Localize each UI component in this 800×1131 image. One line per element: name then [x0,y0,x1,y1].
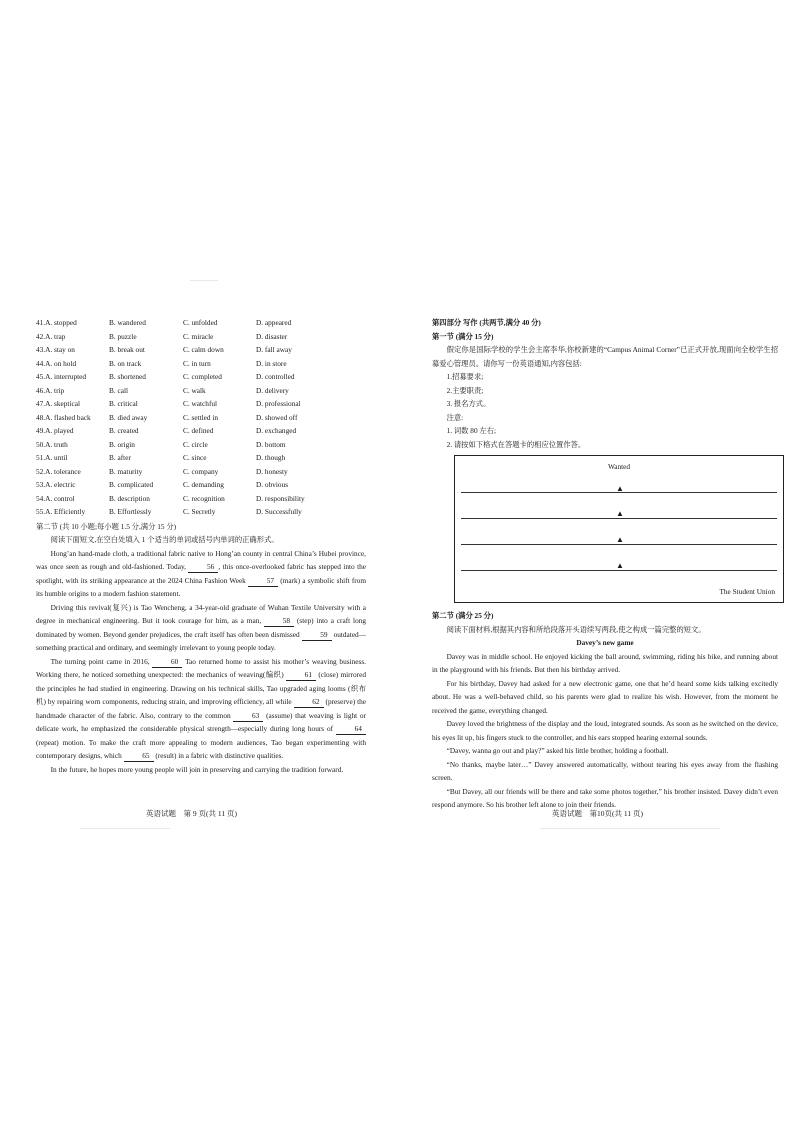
option-c: C. settled in [183,412,219,422]
writing-line [461,544,777,545]
option-row [36,478,366,492]
option-d: D. Successfully [256,507,302,516]
option-b: B. died away [109,412,148,422]
option-d: D. responsibility [256,493,305,503]
option-c: C. completed [183,372,222,381]
writing-line [461,492,777,493]
left-page [36,316,366,776]
option-row [36,357,366,371]
box-signature: The Student Union [719,586,775,596]
option-c: C. calm down [183,345,224,354]
options-table [36,316,366,519]
option-b: B. critical [109,399,138,408]
option-n: 42.A. trap [36,331,66,341]
note-label: 注意: [446,412,464,422]
scan-mark [190,280,218,281]
option-row [36,370,366,384]
story-paragraph-6: “But Davey, all our friends will be there and take some photos together,” his brother insisted. Davey didn’t even respond anymore. So his brother left alone to join their friends. [432,786,778,809]
option-n: 55.A. Efficiently [36,507,86,516]
text: Driving this revival(复兴) is Tao Wencheng, a 34-year-old graduate of Wuhan Textile University with a degree in mechanical engineering. But it took courage for him, as a man, [36,602,366,625]
option-b: B. wandered [109,318,146,327]
text: (assume) that weaving is light or delicate work, he emphasized the considerable physical strength—especially during long hours of [36,710,366,733]
page-footer-right: 英语试题 第10页(共 11 页) [552,809,643,818]
option-d: D. fall away [256,345,292,354]
option-c: C. miracle [183,331,214,341]
triangle-icon: ▲ [616,509,624,518]
option-n: 50.A. truth [36,439,68,449]
blank-62: 62 [294,697,324,708]
option-n: 45.A. interrupted [36,372,87,381]
option-row [36,316,366,330]
text: Hong’an hand-made cloth, a traditional fabric native to Hong’an county in central China’s Hubei province, was once seen as rough and old-fashioned. Today, [36,548,366,571]
blank-58: 58 [264,616,294,627]
option-b: B. after [109,453,131,462]
triangle-icon: ▲ [616,561,624,570]
option-d: D. delivery [256,385,289,395]
note-2: 2. 请按如下格式在答题卡的相应位置作答。 [446,439,586,449]
text: outdated—something practical and ordinary, and seemingly irrelevant to young people today. [36,629,367,652]
option-d: D. showed off [256,412,298,422]
option-n: 43.A. stay on [36,345,75,354]
requirement-3: 3. 报名方式。 [446,399,491,408]
option-n: 41.A. stopped [36,318,77,327]
text: (close) mirrored the principles he had studied in engineering. Drawing on his technical skills, Tao upgraded aging looms (织布机) by repairing worn components, reducing strain, and improving efficiency, all while [36,670,366,706]
right-page [432,316,778,812]
part4-title: 第四部分 写作 (共两节,满分 40 分) [432,318,541,327]
option-d: D. honesty [256,466,288,476]
passage-paragraph-2 [36,601,366,655]
option-b: B. description [109,493,150,503]
text: , this once-overlooked fabric has stepped into the spotlight, with its striking appearance at the 2024 China Fashion Week [36,562,366,585]
text: (repeat) motion. To make the craft more appealing to modern audiences, Tao began experimenting with contemporary designs, which [36,737,366,760]
blank-63: 63 [233,711,263,722]
note-1: 1. 词数 80 左右; [446,426,497,435]
option-row [36,343,366,357]
option-row [36,438,366,452]
blank-59: 59 [302,630,332,641]
option-b: B. shortened [109,372,146,381]
story-paragraph-1: Davey was in middle school. He enjoyed kicking the ball around, swimming, riding his bike, and running about in the playground with his friends. But then his birthday arrived. [432,651,778,674]
option-n: 44.A. on hold [36,358,77,368]
option-n: 52.A. tolerance [36,466,81,476]
story-paragraph-3: Davey loved the brightness of the display and the loud, integrated sounds. As soon as he switched on the device, his eyes lit up, his fingers stuck to the controller, and his ears stopped hearing external sounds. [432,719,778,742]
option-d: D. in store [256,358,287,368]
requirement-2: 2.主要职责; [446,385,484,395]
passage-paragraph-1 [36,547,366,601]
option-c: C. demanding [183,480,224,489]
box-heading: Wanted [607,462,631,471]
story-title: Davey’s new game [576,638,634,647]
writing-line [461,518,777,519]
section2-title: 第二节 (共 10 小题;每小题 1.5 分,满分 15 分) [36,521,177,531]
option-c: C. walk [183,385,206,395]
option-row [36,424,366,438]
option-d: D. obvious [256,480,289,489]
option-n: 53.A. electric [36,480,76,489]
triangle-icon: ▲ [616,484,624,493]
option-c: C. in turn [183,358,211,368]
text: The turning point came in 2016, [50,656,150,666]
answer-format-box [454,455,784,603]
option-n: 48.A. flashed back [36,412,91,422]
option-row [36,384,366,398]
option-d: D. disaster [256,331,288,341]
option-c: C. company [183,466,219,476]
section1-prompt: 假定你是国际学校的学生会主席李华,你校新建的“Campus Animal Corner”已正式开放,现面向全校学生招募爱心管理员。请你写一份英语通知,内容包括: [432,345,778,368]
text: Tao returned home to assist his mother’s weaving business. Working there, he noticed something unexpected: the mechanics of weaving(编织) [36,656,366,679]
option-b: B. origin [109,439,135,449]
page-footer-left: 英语试题 第 9 页(共 11 页) [146,809,237,818]
option-b: B. break out [109,345,145,354]
text: (preserve) the handmade character of the fabric. Also, contrary to the common [36,697,366,720]
blank-64: 64 [336,724,366,735]
blank-57: 57 [248,576,278,587]
section2-instructions: 阅读下面材料,根据其内容和所给段落开头语续写两段,使之构成一篇完整的短文。 [446,624,706,634]
option-row [36,397,366,411]
option-n: 51.A. until [36,453,68,462]
option-b: B. created [109,426,139,435]
option-d: D. professional [256,399,301,408]
scan-mark [80,828,170,829]
option-row [36,505,366,519]
option-c: C. watchful [183,399,218,408]
blank-61: 61 [286,670,316,681]
option-c: C. unfolded [183,318,218,327]
text: (step) into a craft long dominated by women. Beyond gender prejudices, the craft itself has often been dismissed [36,616,367,639]
option-row [36,330,366,344]
section2-title: 第二节 (满分 25 分) [432,611,494,620]
option-d: D. though [256,453,286,462]
option-c: C. circle [183,439,208,449]
text: (mark) a symbolic shift from its humble origins to a modern fashion statement. [36,575,367,598]
option-n: 54.A. control [36,493,75,503]
section2-instructions: 阅读下面短文,在空白处填入 1 个适当的单词或括号内单词的正确形式。 [50,535,279,544]
option-n: 49.A. played [36,426,74,435]
option-row [36,411,366,425]
option-d: D. appeared [256,318,292,327]
story-paragraph-5: “No thanks, maybe later…” Davey answered automatically, without tearing his eyes away from the flashing screen. [432,759,778,782]
option-b: B. call [109,385,129,395]
story-paragraph-4: “Davey, wanna go out and play?” asked his little brother, holding a football. [446,746,669,755]
blank-65: 65 [124,751,154,762]
option-d: D. exchanged [256,426,297,435]
option-row [36,492,366,506]
option-b: B. on track [109,358,142,368]
triangle-icon: ▲ [616,535,624,544]
option-n: 46.A. trip [36,385,65,395]
option-c: C. defined [183,426,214,435]
section1-title: 第一节 (满分 15 分) [432,331,494,341]
passage-paragraph-3 [36,655,366,763]
option-c: C. since [183,453,207,462]
option-b: B. puzzle [109,331,137,341]
requirement-1: 1.招募要求; [446,372,484,381]
blank-60: 60 [152,657,182,668]
option-c: C. recognition [183,493,225,503]
text: (result) in a fabric with distinctive qualities. [155,751,284,760]
option-b: B. maturity [109,466,143,476]
option-d: D. controlled [256,372,295,381]
writing-line [461,570,777,571]
blank-56: 56 [188,562,218,573]
option-b: B. Effortlessly [109,507,152,516]
option-d: D. bottom [256,439,286,449]
option-b: B. complicated [109,480,154,489]
option-row [36,465,366,479]
option-row [36,451,366,465]
story-paragraph-2: For his birthday, Davey had asked for a new electronic game, one that he’d heard some kids talking excitedly about. He was a well-behaved child, so his parents were glad to realize his wish. However, from the moment he received the game, everything changed. [432,678,778,715]
option-c: C. Secretly [183,507,216,516]
option-n: 47.A. skeptical [36,399,80,408]
scan-mark [540,828,720,829]
passage-paragraph-4: In the future, he hopes more young people will join in preserving and carrying the tradition forward. [50,764,344,774]
